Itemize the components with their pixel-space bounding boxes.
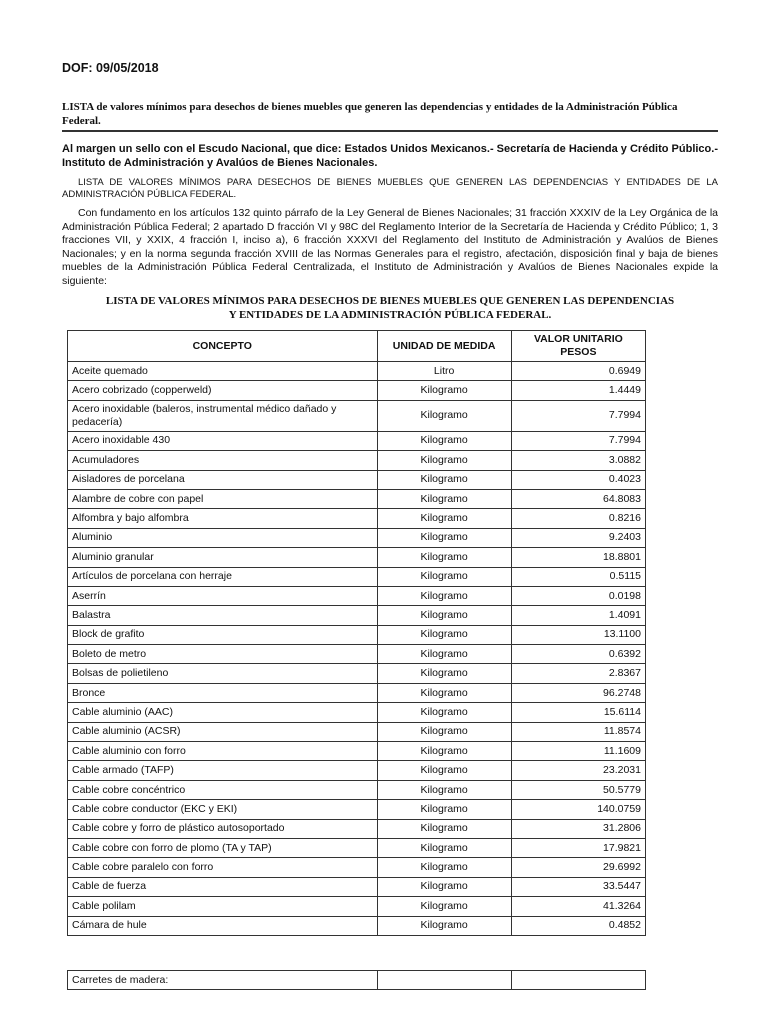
table-row [68,400,646,431]
table-row [68,625,646,644]
cell-unidad: Kilogramo [377,528,511,547]
cell-valor: 3.0882 [511,451,645,470]
cell-unidad [377,971,511,990]
cell-valor: 0.4852 [511,916,645,935]
column-header-valor: VALOR UNITARIO PESOS [511,331,645,362]
table-row [68,381,646,400]
cell-valor: 11.8574 [511,722,645,741]
table-row [68,431,646,450]
table-row [68,645,646,664]
table-row [68,586,646,605]
cell-unidad: Kilogramo [377,703,511,722]
table-row [68,567,646,586]
cell-valor: 0.5115 [511,567,645,586]
table-row [68,761,646,780]
cell-valor: 7.7994 [511,400,645,431]
cell-unidad: Kilogramo [377,897,511,916]
cell-unidad: Litro [377,362,511,381]
cell-unidad: Kilogramo [377,742,511,761]
table-row [68,509,646,528]
document-title: LISTA de valores mínimos para desechos de bienes muebles que generen las dependencias y entidades de la Administración Pública Federal. [62,101,678,127]
cell-concepto: Acero inoxidable (baleros, instrumental médico dañado y pedacería) [68,400,378,431]
cell-unidad: Kilogramo [377,451,511,470]
table-row [68,528,646,547]
table-body [68,362,646,936]
cell-valor: 50.5779 [511,780,645,799]
table-row [68,664,646,683]
cell-concepto: Cable cobre paralelo con forro [68,858,378,877]
table-row [68,722,646,741]
cell-concepto: Cámara de hule [68,916,378,935]
cell-unidad: Kilogramo [377,722,511,741]
table-row [68,897,646,916]
table-header-row [68,331,646,362]
table-row [68,489,646,508]
cell-unidad: Kilogramo [377,683,511,702]
table-row [68,683,646,702]
cell-concepto: Cable polilam [68,897,378,916]
cell-concepto: Carretes de madera: [68,971,378,990]
cell-valor: 31.2806 [511,819,645,838]
cell-unidad: Kilogramo [377,586,511,605]
cell-valor: 64.8083 [511,489,645,508]
cell-concepto: Boleto de metro [68,645,378,664]
cell-unidad: Kilogramo [377,819,511,838]
cell-valor: 1.4449 [511,381,645,400]
cell-valor: 18.8801 [511,548,645,567]
cell-concepto: Cable aluminio (AAC) [68,703,378,722]
margin-seal-note: Al margen un sello con el Escudo Nacional, que dice: Estados Unidos Mexicanos.- Secretaría de Hacienda y Crédito Público.- Instituto de Administración y Avalúos de Bienes Nacionales. [62,143,718,169]
cell-valor: 140.0759 [511,800,645,819]
table-row [68,838,646,857]
cell-concepto: Alambre de cobre con papel [68,489,378,508]
cell-valor: 23.2031 [511,761,645,780]
cell-unidad: Kilogramo [377,381,511,400]
cell-valor [511,971,645,990]
cell-concepto: Aceite quemado [68,362,378,381]
cell-valor: 96.2748 [511,683,645,702]
cell-concepto: Acero inoxidable 430 [68,431,378,450]
cell-concepto: Bolsas de polietileno [68,664,378,683]
cell-concepto: Cable cobre concéntrico [68,780,378,799]
cell-valor: 13.1100 [511,625,645,644]
cell-concepto: Aluminio granular [68,548,378,567]
table-row [68,877,646,896]
cell-concepto: Aisladores de porcelana [68,470,378,489]
cell-unidad: Kilogramo [377,838,511,857]
cell-concepto: Cable cobre con forro de plomo (TA y TAP) [68,838,378,857]
cell-concepto: Cable cobre y forro de plástico autosoportado [68,819,378,838]
cell-unidad: Kilogramo [377,606,511,625]
cell-unidad: Kilogramo [377,800,511,819]
cell-unidad: Kilogramo [377,916,511,935]
cell-valor: 0.6392 [511,645,645,664]
table-row [68,362,646,381]
cell-unidad: Kilogramo [377,761,511,780]
table-row [68,451,646,470]
cell-unidad: Kilogramo [377,431,511,450]
cell-concepto: Balastra [68,606,378,625]
cell-concepto: Cable cobre conductor (EKC y EKI) [68,800,378,819]
cell-unidad: Kilogramo [377,858,511,877]
cell-concepto: Block de grafito [68,625,378,644]
cell-unidad: Kilogramo [377,548,511,567]
column-header-concepto: CONCEPTO [68,331,378,362]
continuation-table [67,970,646,990]
title-divider [62,130,718,132]
cell-valor: 41.3264 [511,897,645,916]
cell-valor: 7.7994 [511,431,645,450]
table-row [68,916,646,935]
cell-valor: 0.6949 [511,362,645,381]
table-row [68,703,646,722]
cell-unidad: Kilogramo [377,567,511,586]
cell-concepto: Cable aluminio con forro [68,742,378,761]
cell-concepto: Bronce [68,683,378,702]
cell-unidad: Kilogramo [377,489,511,508]
list-caption: LISTA DE VALORES MÍNIMOS PARA DESECHOS DE BIENES MUEBLES QUE GENEREN LAS DEPENDENCIAS Y ENTIDADES DE LA ADMINISTRACIÓN PÚBLICA FEDERAL. [62,177,718,200]
cell-concepto: Aserrín [68,586,378,605]
cell-valor: 0.8216 [511,509,645,528]
cell-valor: 17.9821 [511,838,645,857]
table-row [68,819,646,838]
table-row [68,971,646,990]
cell-valor: 29.6992 [511,858,645,877]
cell-unidad: Kilogramo [377,780,511,799]
cell-unidad: Kilogramo [377,645,511,664]
dof-date: DOF: 09/05/2018 [62,61,159,75]
cell-concepto: Acumuladores [68,451,378,470]
table-row [68,800,646,819]
table-row [68,548,646,567]
cell-valor: 15.6114 [511,703,645,722]
table-row [68,470,646,489]
cell-concepto: Alfombra y bajo alfombra [68,509,378,528]
cell-concepto: Cable armado (TAFP) [68,761,378,780]
cell-unidad: Kilogramo [377,509,511,528]
legal-basis-paragraph: Con fundamento en los artículos 132 quinto párrafo de la Ley General de Bienes Nacionales; 31 fracción XXXIV de la Ley Orgánica de la Administración Pública Federal; 2 apartado D fracción VI y 98C del Reglamento Interior de la Secretaría de Hacienda y Crédito Público; 1, 3 fracciones VII, y XXIX, 4 fracción I, inciso a), 6 fracción XXXVI del Reglamento del Instituto de Administración y Avalúos de Bienes Nacionales; y en la norma segunda fracción XVIII de las Normas Generales para el registro, afectación, disposición final y baja de bienes muebles de la Administración Pública Federal Centralizada, el Instituto de Administración y Avalúos de Bienes Nacionales expide la siguiente: [62,207,718,287]
cell-unidad: Kilogramo [377,664,511,683]
cell-unidad: Kilogramo [377,470,511,489]
cell-concepto: Artículos de porcelana con herraje [68,567,378,586]
table-row [68,780,646,799]
cell-valor: 11.1609 [511,742,645,761]
cell-concepto: Acero cobrizado (copperweld) [68,381,378,400]
cell-unidad: Kilogramo [377,400,511,431]
column-header-unidad: UNIDAD DE MEDIDA [377,331,511,362]
values-table [67,330,646,936]
cell-concepto: Cable de fuerza [68,877,378,896]
cell-unidad: Kilogramo [377,625,511,644]
cell-valor: 9.2403 [511,528,645,547]
table-row [68,858,646,877]
cell-valor: 1.4091 [511,606,645,625]
cell-valor: 2.8367 [511,664,645,683]
cell-valor: 0.0198 [511,586,645,605]
table-row [68,742,646,761]
cell-concepto: Aluminio [68,528,378,547]
cell-concepto: Cable aluminio (ACSR) [68,722,378,741]
cell-valor: 0.4023 [511,470,645,489]
cell-unidad: Kilogramo [377,877,511,896]
table-row [68,606,646,625]
cell-valor: 33.5447 [511,877,645,896]
table-title: LISTA DE VALORES MÍNIMOS PARA DESECHOS DE BIENES MUEBLES QUE GENEREN LAS DEPENDENCIAS Y ENTIDADES DE LA ADMINISTRACIÓN PÚBLICA FEDERAL. [105,295,675,321]
